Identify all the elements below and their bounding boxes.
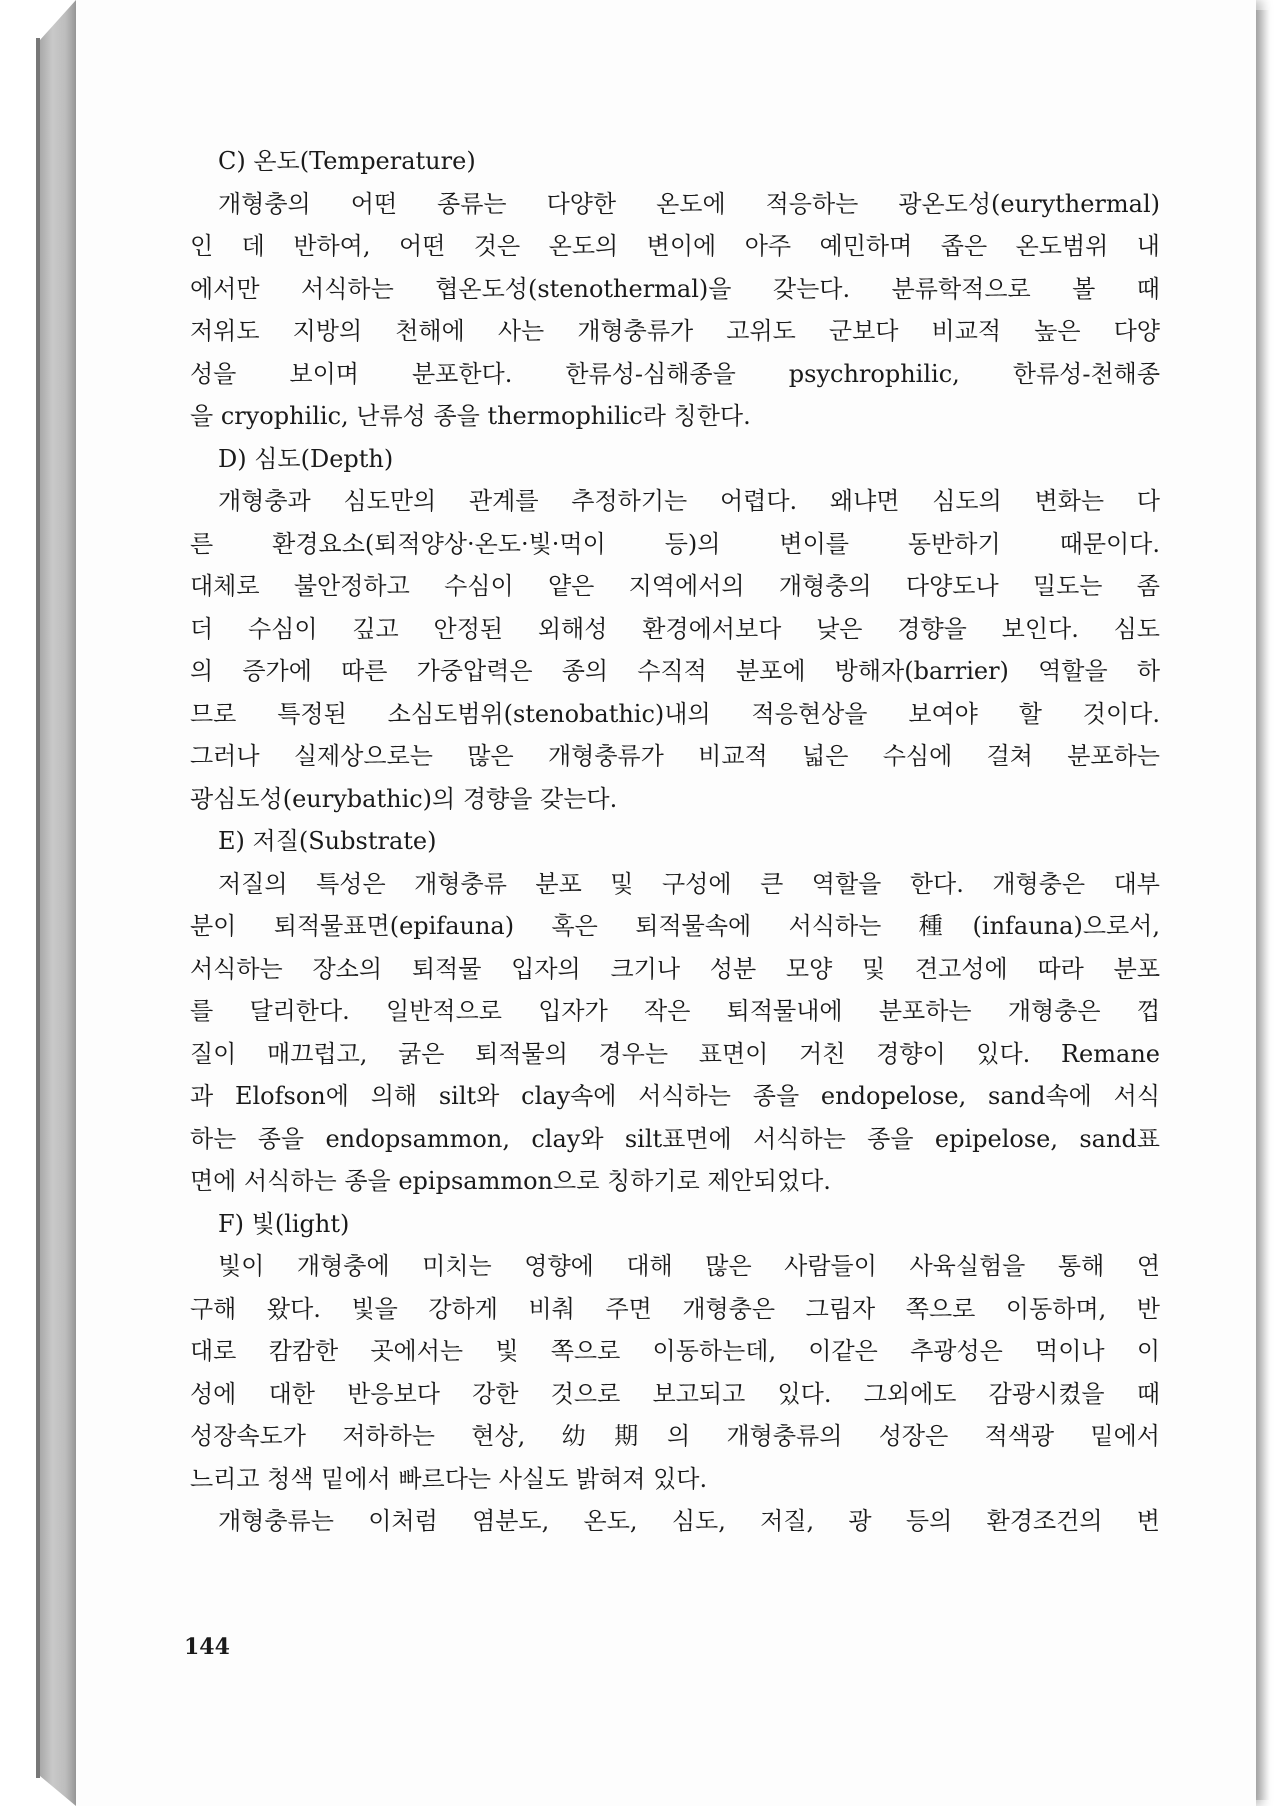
text-line: 구해 왔다. 빛을 강하게 비춰 주면 개형충은 그림자 쪽으로 이동하며, 반 [190, 1294, 1160, 1323]
section-heading: D) 심도(Depth) [218, 444, 394, 473]
text-line: 을 cryophilic, 난류성 종을 thermophilic라 칭한다. [190, 402, 751, 430]
text-line: 른 환경요소(퇴적양상·온도·빛·먹이 등)의 변이를 동반하기 때문이다. [190, 529, 1160, 558]
text-line: 성장속도가 저하하는 현상, 幼期의 개형충류의 성장은 적색광 밑에서 [190, 1422, 1160, 1450]
text-line: 저질의 특성은 개형충류 분포 및 구성에 큰 역할을 한다. 개형충은 대부 [218, 869, 1160, 898]
text-line: 질이 매끄럽고, 굵은 퇴적물의 경우는 표면이 거친 경향이 있다. Remane [190, 1039, 1160, 1068]
text-line: 의 증가에 따른 가중압력은 종의 수직적 분포에 방해자(barrier) 역할을 하 [190, 657, 1160, 685]
text-line: 그러나 실제상으로는 많은 개형충류가 비교적 넓은 수심에 걸쳐 분포하는 [190, 742, 1160, 770]
text-line: 면에 서식하는 종을 epipsammon으로 칭하기로 제안되었다. [190, 1167, 831, 1195]
text-line: 성을 보이며 분포한다. 한류성-심해종을 psychrophilic, 한류성-천해종 [190, 359, 1160, 388]
section-heading: E) 저질(Substrate) [218, 827, 437, 855]
text-line: 므로 특정된 소심도범위(stenobathic)내의 적응현상을 보여야 할 것이다. [190, 699, 1160, 728]
text-line: 서식하는 장소의 퇴적물 입자의 크기나 성분 모양 및 견고성에 따라 분포 [190, 954, 1160, 983]
text-line: 과 Elofson에 의해 silt와 clay속에 서식하는 종을 endopelose, sand속에 서식 [190, 1082, 1160, 1110]
text-line: 대로 캄캄한 곳에서는 빛 쪽으로 이동하는데, 이같은 추광성은 먹이나 이 [190, 1337, 1160, 1365]
page-number: 144 [184, 1634, 230, 1660]
text-line: 저위도 지방의 천해에 사는 개형충류가 고위도 군보다 비교적 높은 다양 [190, 317, 1160, 345]
text-line: 개형충과 심도만의 관계를 추정하기는 어렵다. 왜냐면 심도의 변화는 다 [218, 487, 1160, 515]
text-line: 더 수심이 깊고 안정된 외해성 환경에서보다 낮은 경향을 보인다. 심도 [190, 614, 1160, 643]
text-line: 개형충류는 이처럼 염분도, 온도, 심도, 저질, 광 등의 환경조건의 변 [218, 1507, 1160, 1535]
text-line: 성에 대한 반응보다 강한 것으로 보고되고 있다. 그외에도 감광시켰을 때 [190, 1379, 1160, 1408]
book-spine [40, 0, 76, 1806]
text-line: 인 데 반하여, 어떤 것은 온도의 변이에 아주 예민하며 좁은 온도범위 내 [190, 232, 1160, 260]
text-line: 를 달리한다. 일반적으로 입자가 작은 퇴적물내에 분포하는 개형충은 껍 [190, 997, 1160, 1025]
section-heading: C) 온도(Temperature) [218, 147, 476, 175]
text-line: 빛이 개형충에 미치는 영향에 대해 많은 사람들이 사육실험을 통해 연 [218, 1252, 1160, 1280]
book-spine-edge [36, 38, 40, 1778]
text-line: 대체로 불안정하고 수심이 얕은 지역에서의 개형충의 다양도나 밀도는 좀 [190, 572, 1160, 600]
text-line: 느리고 청색 밑에서 빠르다는 사실도 밝혀져 있다. [190, 1464, 708, 1493]
text-line: 개형충의 어떤 종류는 다양한 온도에 적응하는 광온도성(eurythermal) [218, 189, 1160, 218]
text-line: 에서만 서식하는 협온도성(stenothermal)을 갖는다. 분류학적으로 볼 때 [190, 274, 1160, 303]
text-line: 하는 종을 endopsammon, clay와 silt표면에 서식하는 종을 epipelose, sand표 [190, 1124, 1160, 1153]
page-body-text [190, 140, 1160, 1543]
page-shadow [1256, 10, 1270, 1800]
section-heading: F) 빛(light) [218, 1209, 350, 1238]
text-line: 분이 퇴적물표면(epifauna) 혹은 퇴적물속에 서식하는 種(infauna)으로서, [190, 912, 1160, 940]
text-line: 광심도성(eurybathic)의 경향을 갖는다. [190, 784, 618, 813]
